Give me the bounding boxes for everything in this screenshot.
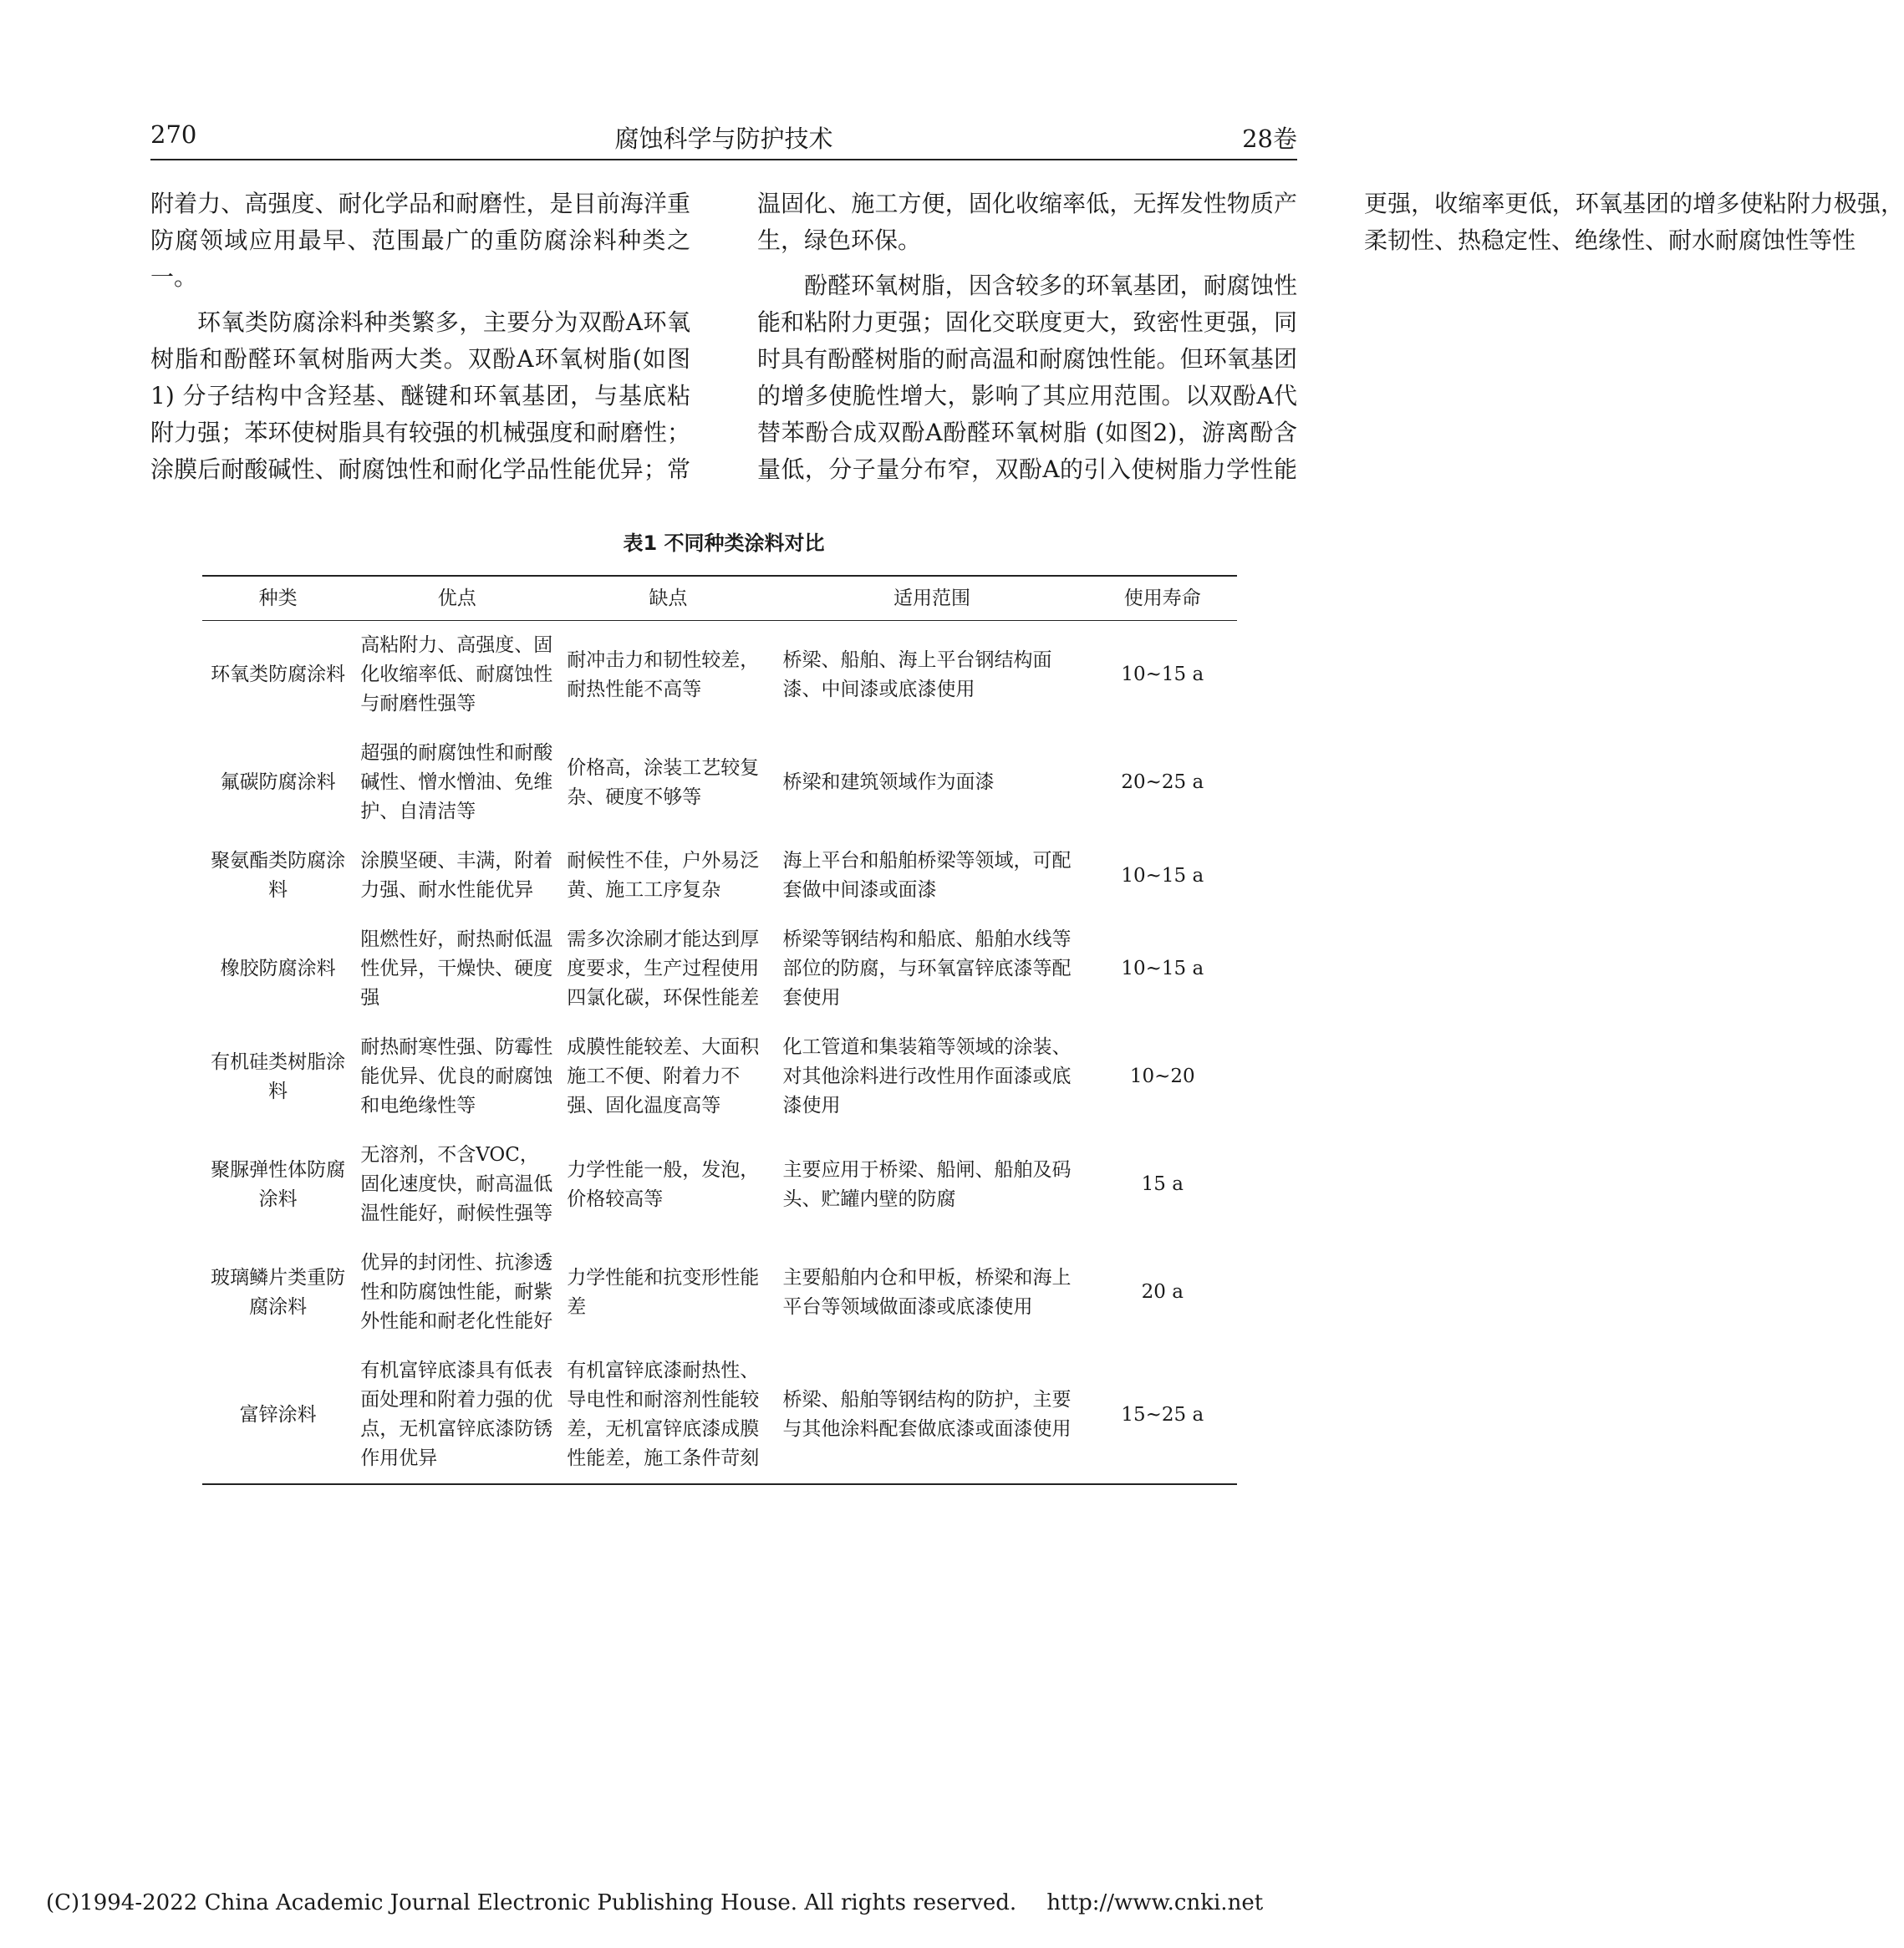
table-row [202, 1131, 1237, 1238]
copyright-text: (C)1994-2022 China Academic Journal Electronic Publishing House. All rights reserved. [46, 1890, 1017, 1915]
paragraph: 酚醛环氧树脂，因含较多的环氧基团，耐腐蚀性能和粘附力更强；固化交联度更大，致密性更强，同时具有酚醛树脂的耐高温和耐腐蚀性能。但环氧基团的增多使脆性增大，影响了其应用范围。以双酚A代替苯酚合成双酚A酚醛环氧树脂 (如图2)，游离酚含量低，分子量分布窄，双酚A的引入使树脂力学性能更强，收缩率更低，环氧基团的增多使粘附力极强，柔韧性、热稳定性、绝缘性、耐水耐腐蚀性等性 [757, 190, 1904, 483]
cell-lifespan: 15~25 a [1088, 1346, 1237, 1484]
cell-application: 桥梁、船舶、海上平台钢结构面漆、中间漆或底漆使用 [782, 648, 1052, 700]
cell-lifespan: 15 a [1141, 1173, 1184, 1195]
volume-label: 28卷 [1242, 125, 1297, 153]
paragraph: 附着力、高强度、耐化学品和耐磨性，是目前海洋重防腐领域应用最早、范围最广的重防腐涂料种类之一。 [150, 190, 690, 291]
cell-advantages: 无溶剂，不含VOC，固化速度快，耐高温低温性能好，耐候性强等 [360, 1144, 553, 1224]
copyright-footer [46, 1890, 1263, 1915]
cnki-link[interactable]: http://www.cnki.net [1046, 1890, 1264, 1915]
running-header [150, 115, 1297, 160]
cell-disadvantages: 耐候性不佳，户外易泛黄、施工工序复杂 [567, 850, 760, 901]
cell-type: 聚氨酯类防腐涂料 [211, 850, 346, 901]
cell-disadvantages: 力学性能一般，发泡，价格较高等 [567, 1158, 760, 1210]
cell-type: 氟碳防腐涂料 [220, 771, 336, 793]
cell-type: 橡胶防腐涂料 [220, 958, 336, 979]
cell-lifespan: 20 a [1141, 1281, 1184, 1303]
cell-application: 桥梁和建筑领域作为面漆 [782, 771, 995, 793]
article-body [150, 186, 1904, 516]
cell-type: 聚脲弹性体防腐涂料 [211, 1158, 346, 1210]
cell-advantages: 有机富锌底漆具有低表面处理和附着力强的优点，无机富锌底漆防锈作用优异 [354, 1346, 560, 1484]
coating-comparison-table [202, 575, 1237, 1485]
cell-advantages: 耐热耐寒性强、防霉性能优异、优良的耐腐蚀和电绝缘性等 [360, 1036, 553, 1116]
cell-disadvantages: 价格高，涂装工艺较复杂、硬度不够等 [567, 756, 760, 808]
cell-advantages: 高粘附力、高强度、固化收缩率低、耐腐蚀性与耐磨性强等 [360, 634, 553, 715]
cell-lifespan: 10~15 a [1121, 958, 1204, 979]
cell-lifespan: 20~25 a [1121, 771, 1204, 793]
cell-lifespan: 10~15 a [1121, 864, 1204, 887]
cell-lifespan: 10~20 [1129, 1066, 1195, 1087]
table-row [202, 915, 1237, 1023]
table-row [202, 729, 1237, 837]
column-header: 使用寿命 [1088, 576, 1237, 621]
cell-disadvantages: 有机富锌底漆耐热性、导电性和耐溶剂性能较差，无机富锌底漆成膜性能差，施工条件苛刻 [560, 1346, 776, 1484]
journal-title: 腐蚀科学与防护技术 [614, 125, 833, 153]
cell-type: 环氧类防腐涂料 [211, 664, 346, 685]
page-number: 270 [150, 120, 197, 149]
column-header: 缺点 [560, 576, 776, 621]
table-row [202, 1023, 1237, 1131]
cell-disadvantages: 力学性能和抗变形性能差 [567, 1266, 760, 1318]
cell-advantages: 涂膜坚硬、丰满，附着力强、耐水性能优异 [360, 850, 553, 901]
table-row [202, 621, 1237, 730]
paragraph: 环氧类防腐涂料种类繁多，主要分为双酚A环氧树脂和酚醛环氧树脂两大类。双酚A环氧树脂(如图1) 分子结构中含羟基、醚键和环氧基团，与基底粘附力强；苯环使树脂具有较强的机械强度和耐磨性；涂膜后耐酸碱性、耐腐蚀性和耐化学品性能优异；常温固化、施工方便，固化收缩率低，无挥发性物质产生，绿色环保。 [150, 190, 1297, 483]
cell-disadvantages: 成膜性能较差、大面积施工不便、附着力不强、固化温度高等 [567, 1036, 760, 1116]
cell-type: 有机硅类树脂涂料 [211, 1050, 346, 1102]
cell-advantages: 优异的封闭性、抗渗透性和防腐蚀性能，耐紫外性能和耐老化性能好 [360, 1252, 553, 1332]
cell-disadvantages: 需多次涂刷才能达到厚度要求，生产过程使用四氯化碳，环保性能差 [567, 928, 760, 1009]
cell-lifespan: 10~15 a [1121, 664, 1204, 685]
column-header: 种类 [202, 576, 354, 621]
table-caption: 表1 不同种类涂料对比 [623, 532, 825, 555]
column-header: 适用范围 [776, 576, 1088, 621]
cell-type: 玻璃鳞片类重防腐涂料 [211, 1266, 346, 1318]
table-row [202, 1238, 1237, 1346]
cell-application: 海上平台和船舶桥梁等领域，可配套做中间漆或面漆 [782, 850, 1072, 901]
table-row [202, 1346, 1237, 1484]
cell-application: 桥梁等钢结构和船底、船舶水线等部位的防腐，与环氧富锌底漆等配套使用 [782, 928, 1072, 1009]
cell-type: 富锌涂料 [202, 1346, 354, 1484]
table-header-row [202, 576, 1237, 621]
cell-application: 化工管道和集装箱等领域的涂装、对其他涂料进行改性用作面漆或底漆使用 [782, 1036, 1072, 1116]
cell-advantages: 阻燃性好，耐热耐低温性优异，干燥快、硬度强 [360, 928, 553, 1009]
cell-application: 主要应用于桥梁、船闸、船舶及码头、贮罐内壁的防腐 [782, 1158, 1072, 1210]
cell-advantages: 超强的耐腐蚀性和耐酸碱性、憎水憎油、免维护、自清洁等 [360, 742, 553, 822]
cell-application: 主要船舶内仓和甲板，桥梁和海上平台等领域做面漆或底漆使用 [782, 1266, 1072, 1318]
cell-application: 桥梁、船舶等钢结构的防护，主要与其他涂料配套做底漆或面漆使用 [776, 1346, 1088, 1484]
cell-disadvantages: 耐冲击力和韧性较差，耐热性能不高等 [567, 648, 760, 700]
column-header: 优点 [354, 576, 560, 621]
table-row [202, 837, 1237, 915]
